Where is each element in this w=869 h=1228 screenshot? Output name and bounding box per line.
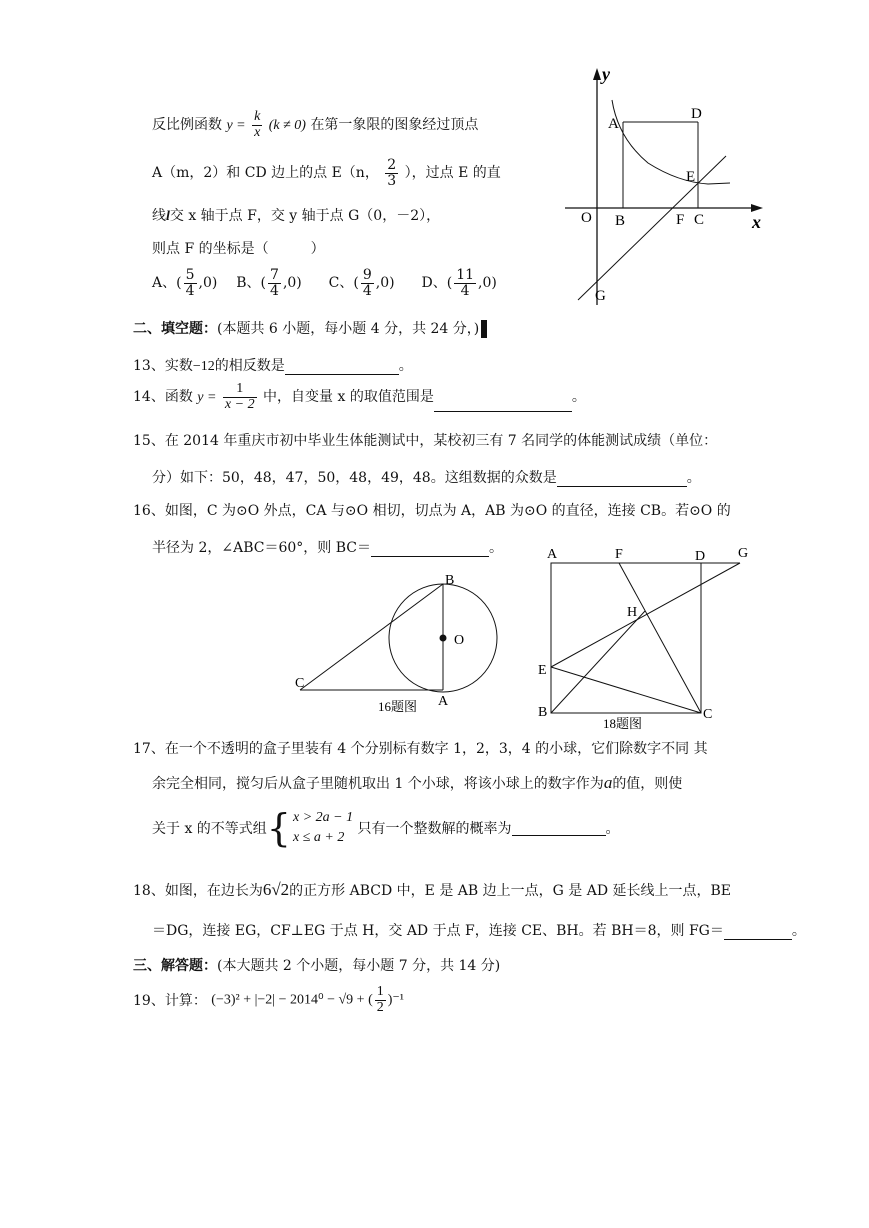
q18-line1: 18、如图，在边长为6√2的正方形 ABCD 中，E 是 AB 边上一点，G 是 AD 延长线上一点，BE [133, 880, 732, 899]
graph-label-A: A [608, 116, 619, 132]
fig16-label-C: C [295, 676, 305, 691]
q15-line1: 15、在 2014 年重庆市初中毕业生体能测试中，某校初三有 7 名同学的体能测试成绩（单位： [133, 433, 718, 449]
q12-options [152, 268, 497, 298]
option-b: B、( $\frac{7}{4}$ ,0) [236, 267, 302, 299]
fig18-label-D: D [695, 549, 706, 564]
q16-line1: 16、如图，C 为⊙O 外点，CA 与⊙O 相切，切点为 A，AB 为⊙O 的直径，连接 CB。若⊙O 的 [133, 503, 731, 519]
figure-18 [535, 545, 760, 735]
graph-label-y: y [602, 64, 610, 84]
graph-label-G: G [595, 288, 606, 304]
graph-label-O: O [581, 210, 592, 226]
fig16-label-A: A [438, 694, 449, 709]
q13: 13、实数−12的相反数是 。 [133, 358, 413, 374]
q17-line1: 17、在一个不透明的盒子里装有 4 个分别标有数字 1，2，3，4 的小球，它们除数字不同 其 [133, 741, 708, 757]
fig18-label-C: C [703, 707, 713, 722]
fig18-label-A: A [547, 547, 558, 562]
q16-line2: 半径为 2，∠ABC＝60°，则 BC＝ 。 [152, 540, 503, 556]
fig16-label-O: O [454, 633, 465, 648]
fig18-label-G: G [738, 546, 749, 561]
fig16-label-B: B [445, 573, 455, 588]
option-c: C、( $\frac{9}{4}$ ,0) [328, 267, 395, 299]
q17-line2: 余完全相同，搅匀后从盒子里随机取出 1 个小球，将该小球上的数字作为a的值，则使 [152, 773, 683, 792]
graph-label-E: E [686, 169, 696, 185]
option-d: D、( $\frac{11}{4}$ ,0) [421, 267, 497, 299]
q19: 19、计算： (−3)² + |−2| − 2014⁰ − √9 + ( $\frac{1}{2}$ )⁻¹ [133, 984, 404, 1015]
fig18-caption: 18题图 [603, 716, 643, 731]
graph-label-B: B [615, 213, 626, 229]
q12-line2: A（m，2）和 CD 边上的点 E（n， $\frac{2}{3}$ ），过点 E 的直 [152, 157, 501, 189]
fig16-caption: 16题图 [378, 699, 418, 714]
q12-line1: 反比例函数 y = $\frac{k}{x}$ (k ≠ 0) 在第一象限的图象经过顶点 [152, 109, 479, 140]
graph-label-C: C [694, 212, 705, 228]
option-a: A、( $\frac{5}{4}$ ,0) [152, 267, 218, 299]
graph-label-F: F [676, 212, 685, 228]
q15-line2: 分）如下：50，48，47，50，48，49，48。这组数据的众数是 。 [152, 470, 701, 486]
fig18-label-H: H [627, 605, 638, 620]
section3-heading: 三、解答题：(本大题共 2 个小题，每小题 7 分，共 14 分) [133, 958, 501, 974]
q12-line3: 线l交 x 轴于点 F，交 y 轴于点 G（0，－2）， [152, 208, 441, 224]
q18-line2: ＝DG，连接 EG，CF⊥EG 于点 H，交 AD 于点 F，连接 CE、BH。若 BH＝8，则 FG＝ 。 [152, 923, 806, 939]
fig18-label-F: F [615, 547, 623, 562]
section2-heading: 二、填空题：(本题共 6 小题，每小题 4 分，共 24 分，) [133, 318, 487, 338]
q12-graph [560, 60, 785, 310]
fig18-label-E: E [538, 663, 547, 678]
fig18-label-B: B [538, 705, 548, 720]
q12-line4: 则点 F 的坐标是（ ） [152, 241, 325, 257]
q14: 14、函数 y = $\frac{1}{x - 2}$ 中，自变量 x 的取值范围是 。 [133, 381, 586, 412]
figure-16 [290, 568, 505, 718]
graph-label-x: x [752, 212, 761, 232]
graph-label-D: D [691, 106, 702, 122]
q17-line3: 关于 x 的不等式组{ x > 2a − 1 x ≤ a + 2 只有一个整数解的概率为 。 [152, 806, 620, 850]
